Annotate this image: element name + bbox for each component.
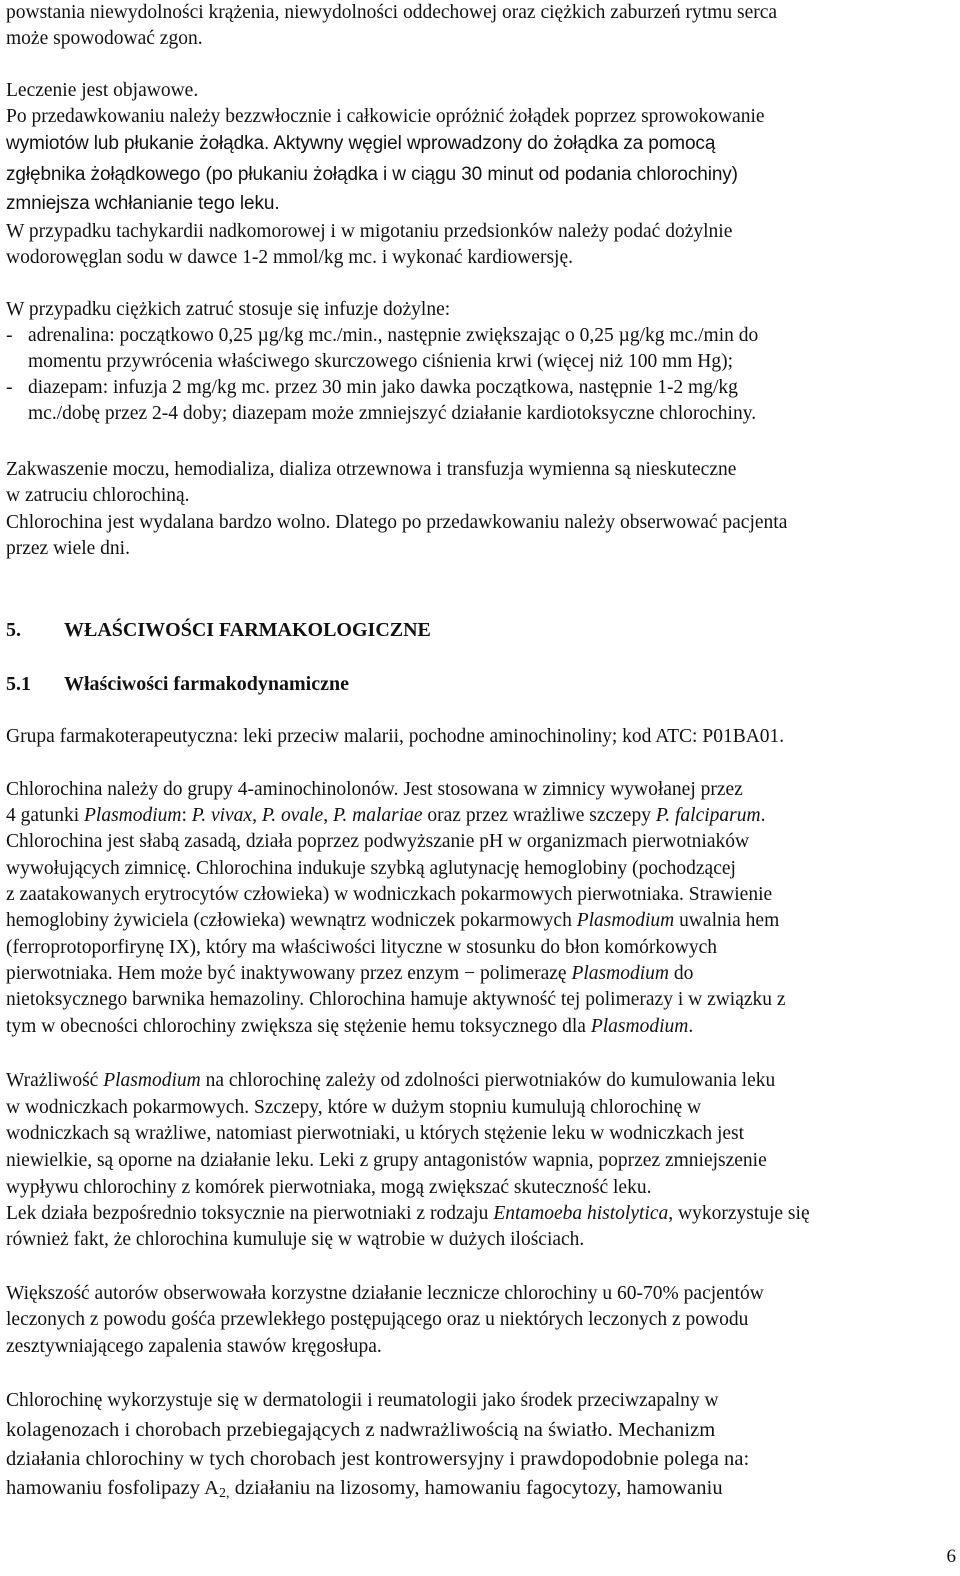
section-heading — [6, 617, 431, 643]
text-line: Wrażliwość Plasmodium na chlorochinę zależy od zdolności pierwotniaków do kumulowania leku — [6, 1070, 776, 1091]
text-line: (ferroprotoporfirynę IX), który ma właściwości lityczne w stosunku do błon komórkowych — [6, 937, 718, 958]
text-line: hamowaniu fosfolipazy $A_{2,}$ działaniu na lizosomy, hamowaniu fagocytozy, hamowaniu — [6, 1477, 723, 1501]
text-line: zmniejsza wchłanianie tego leku. — [6, 193, 280, 214]
section-number: 5. — [6, 619, 21, 641]
subsection-title: Właściwości farmakodynamiczne — [64, 673, 349, 695]
text-line: Leczenie jest objawowe. — [6, 80, 199, 101]
text-line: Grupa farmakoterapeutyczna: leki przeciw malarii, pochodne aminochinoliny; kod ATC: P01BA01. — [6, 726, 785, 747]
page-number: 6 — [946, 1546, 956, 1567]
subsection-heading — [6, 671, 349, 697]
text-line: 4 gatunki Plasmodium: P. vivax, P. ovale, P. malariae oraz przez wrażliwe szczepy P. falciparum. — [6, 805, 766, 826]
text-line: momentu przywrócenia właściwego skurczowego ciśnienia krwi (więcej niż 100 mm Hg); — [28, 351, 734, 372]
text-line: zgłębnika żołądkowego (po płukaniu żołądka i w ciągu 30 minut od podania chlorochiny) — [6, 164, 738, 185]
text-line: Chlorochina jest słabą zasadą, działa poprzez podwyższanie pH w organizmach pierwotniaków — [6, 831, 750, 852]
text-line: Chlorochina należy do grupy 4-aminochinolonów. Jest stosowana w zimnicy wywołanej przez — [6, 779, 743, 800]
text-line: W przypadku tachykardii nadkomorowej i w migotaniu przedsionków należy podać dożylnie — [6, 221, 733, 242]
text-line: zesztywniającego zapalenia stawów kręgosłupa. — [6, 1336, 382, 1357]
text-line: hemoglobiny żywiciela (człowieka) wewnątrz wodniczek pokarmowych Plasmodium uwalnia hem — [6, 910, 780, 931]
text-line: wodorowęglan sodu w dawce 1-2 mmol/kg mc. i wykonać kardiowersję. — [6, 247, 573, 268]
text-line: powstania niewydolności krążenia, niewydolności oddechowej oraz ciężkich zaburzeń rytmu serca — [6, 2, 778, 23]
text-line: Zakwaszenie moczu, hemodializa, dializa otrzewnowa i transfuzja wymienna są nieskuteczne — [6, 459, 737, 480]
text-line: wodniczkach są wrażliwe, natomiast pierwotniaki, u których stężenie leku w wodniczkach jest — [6, 1123, 745, 1144]
text-line: również fakt, że chlorochina kumuluje się w wątrobie w dużych ilościach. — [6, 1229, 585, 1250]
text-line: przez wiele dni. — [6, 538, 130, 559]
text-line: wymiotów lub płukanie żołądka. Aktywny węgiel wprowadzony do żołądka za pomocą — [6, 133, 716, 154]
text-line: wypływu chlorochiny z komórek pierwotniaka, mogą zwiększać skuteczność leku. — [6, 1177, 652, 1198]
text-line: wywołujących zimnicę. Chlorochina indukuje szybką aglutynację hemoglobiny (pochodzącej — [6, 858, 736, 879]
text-line: z zaatakowanych erytrocytów człowieka) w wodniczkach pokarmowych pierwotniaka. Strawienie — [6, 884, 773, 905]
text-line: Lek działa bezpośrednio toksycznie na pierwotniaki z rodzaju Entamoeba histolytica, wykorzystuje się — [6, 1203, 810, 1224]
text-line: tym w obecności chlorochiny zwiększa się stężenie hemu toksycznego dla Plasmodium. — [6, 1016, 694, 1037]
text-line: Chlorochina jest wydalana bardzo wolno. Dlatego po przedawkowaniu należy obserwować pacjenta — [6, 512, 788, 533]
bullet-text: diazepam: infuzja 2 mg/kg mc. przez 30 min jako dawka początkowa, następnie 1-2 mg/kg — [28, 377, 738, 398]
text-line: Większość autorów obserwowała korzystne działanie lecznicze chlorochiny u 60-70% pacjentów — [6, 1283, 764, 1304]
subsection-number: 5.1 — [6, 673, 31, 695]
bullet-dash: - — [6, 325, 13, 346]
text-line: W przypadku ciężkich zatruć stosuje się infuzje dożylne: — [6, 299, 451, 320]
bullet-text: adrenalina: początkowo 0,25 µg/kg mc./min., następnie zwiększając o 0,25 µg/kg mc./min do — [28, 325, 759, 346]
text-line: w wodniczkach pokarmowych. Szczepy, które w dużym stopniu kumulują chlorochinę w — [6, 1097, 702, 1118]
bullet-item — [6, 323, 758, 349]
text-line: Chlorochinę wykorzystuje się w dermatologii i reumatologii jako środek przeciwzapalny w — [6, 1390, 719, 1411]
text-line: pierwotniaka. Hem może być inaktywowany przez enzym − polimerazę Plasmodium do — [6, 963, 694, 984]
bullet-dash: - — [6, 377, 13, 398]
text-line: Po przedawkowaniu należy bezzwłocznie i całkowicie opróżnić żołądek poprzez sprowokowanie — [6, 106, 765, 127]
text-line: nietoksycznego barwnika hemazoliny. Chlorochina hamuje aktywność tej polimerazy i w związku z — [6, 989, 786, 1010]
section-title: WŁAŚCIWOŚCI FARMAKOLOGICZNE — [64, 619, 431, 641]
bullet-item — [6, 375, 738, 401]
text-line: mc./dobę przez 2-4 doby; diazepam może zmniejszyć działanie kardiotoksyczne chlorochiny. — [28, 403, 757, 424]
text-line: może spowodować zgon. — [6, 28, 203, 49]
text-line: kolagenozach i chorobach przebiegających z nadwrażliwością na światło. Mechanizm — [6, 1419, 716, 1441]
text-line: leczonych z powodu gośća przewlekłego postępującego oraz u niektórych leczonych z powodu — [6, 1309, 749, 1330]
text-line: działania chlorochiny w tych chorobach jest kontrowersyjny i prawdopodobnie polega na: — [6, 1448, 750, 1470]
text-line: niewielkie, są oporne na działanie leku. Leki z grupy antagonistów wapnia, poprzez zmniejszenie — [6, 1150, 767, 1171]
text-line: w zatruciu chlorochiną. — [6, 485, 190, 506]
